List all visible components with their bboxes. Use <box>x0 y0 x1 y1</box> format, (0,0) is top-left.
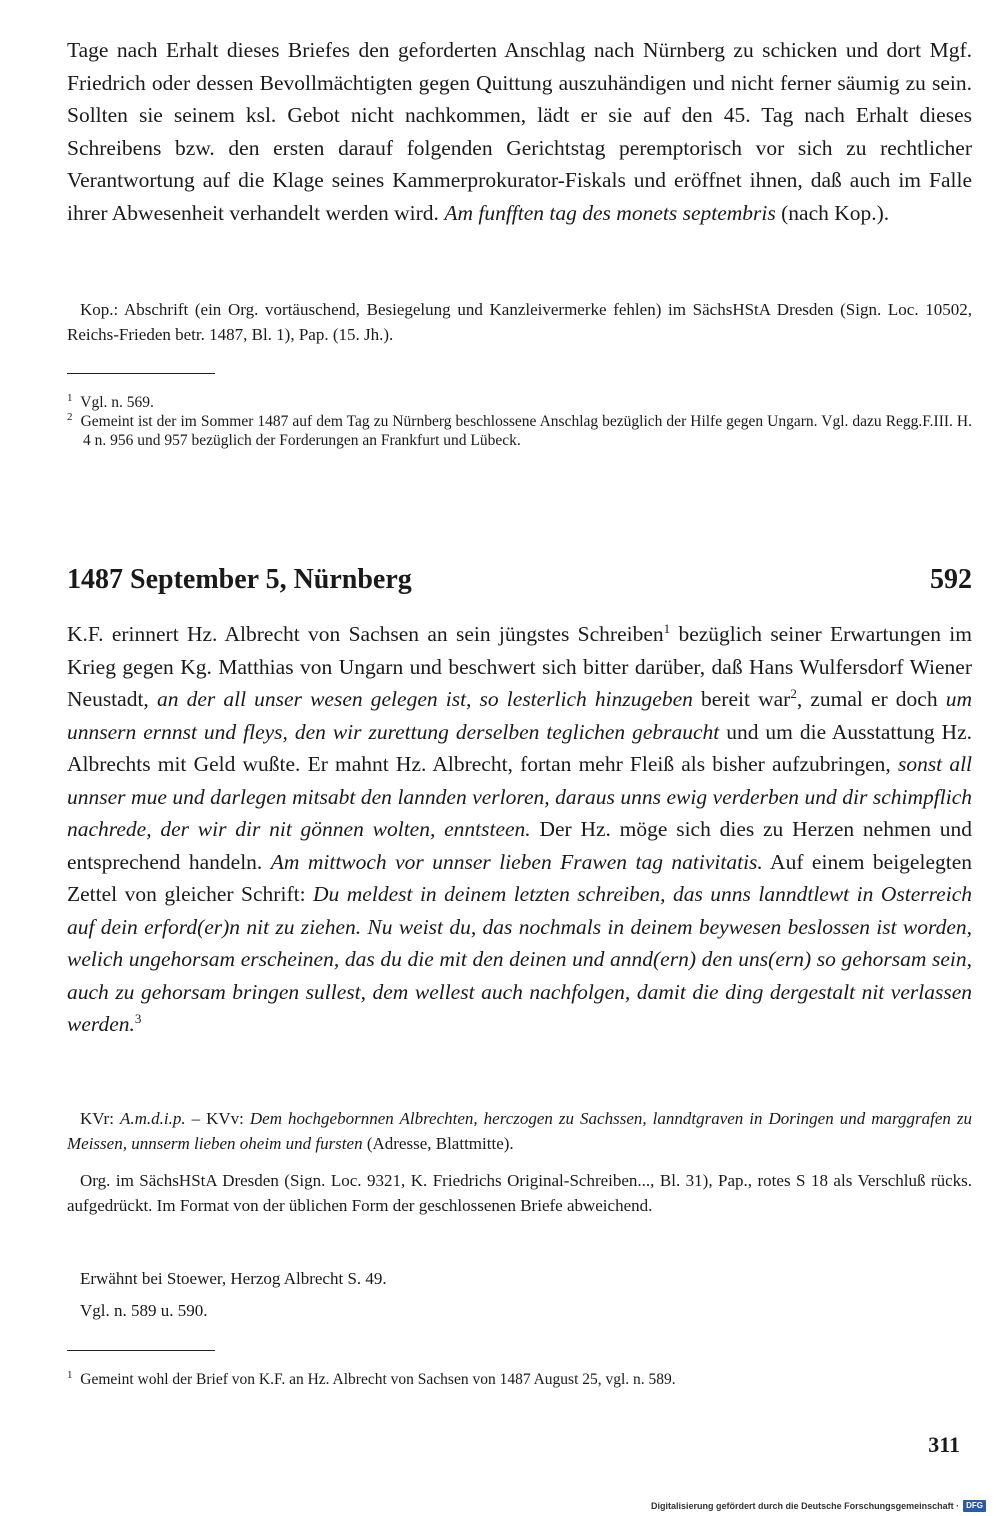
footnote-ref: 3 <box>134 1010 142 1026</box>
entry-heading <box>67 560 972 600</box>
continuation-text: Tage nach Erhalt dieses Briefes den geforderten Anschlag nach Nürnberg zu schicken und dort Mgf. Friedrich oder dessen Bevollmächtigten gegen Quittung auszuhändigen und nicht ferner säumig zu sein. Sollten sie seinem ksl. Gebot nicht nachkommen, lädt er sie auf den 45. Tag nach Erhalt dieses Schreibens bzw. den ersten darauf folgenden Gerichtstag peremptorisch vor sich zu rechtlicher Verantwortung auf die Klage seines Kammerprokurator-Fiskals und eröffnet ihnen, daß auch im Falle ihrer Abwesenheit verhandelt werden wird. <box>67 38 972 225</box>
mention-text: Erwähnt bei Stoewer, Herzog Albrecht S. 49. <box>80 1269 387 1288</box>
footnotes-bottom <box>67 1370 972 1389</box>
regest-text: und um die Ausstattung Hz. Albrechts mit Geld wußte. Er mahnt Hz. Albrecht, fortan mehr Fleiß als bisher aufzubringen, <box>67 719 972 776</box>
footnote-item <box>67 1370 972 1389</box>
footnote-item <box>67 412 972 450</box>
footnote-mark: 1 <box>67 391 73 404</box>
kv-text: A.m.d.i.p. <box>119 1109 186 1128</box>
entry-regest <box>67 618 972 1041</box>
page-number: 311 <box>928 1432 960 1457</box>
mention-note <box>67 1266 972 1291</box>
regest-text: , zumal er doch <box>796 687 946 711</box>
footnote-divider-bottom <box>67 1350 215 1351</box>
continuation-italic-quote: Am funfften tag des monets septembris <box>444 200 776 225</box>
footnote-ref: 2 <box>790 685 797 701</box>
footnote-divider-top <box>67 373 215 374</box>
entry-number: 592 <box>930 564 972 595</box>
original-source-text: Org. im SächsHStA Dresden (Sign. Loc. 9321, K. Friedrichs Original-Schreiben..., Bl. 31), Pap., rotes S 18 als Verschluß rücks. aufgedrückt. Im Format von der üblichen Form der geschlossenen Briefe abweichend. <box>67 1171 972 1215</box>
compare-text: Vgl. n. 589 u. 590. <box>80 1301 208 1320</box>
kv-address: Dem hochgebornnen Albrechten, herczogen zu Sachssen, lanndtgraven in Doringen und marggrafen zu Meissen, unnserm lieben oheim und fursten <box>67 1109 972 1153</box>
digitization-credit <box>651 1500 986 1512</box>
kv-label: KVr: <box>80 1109 120 1128</box>
kanzleivermerk-note <box>67 1106 972 1156</box>
kv-tail: (Adresse, Blattmitte). <box>362 1134 514 1153</box>
regest-text: Der Hz. möge sich dies zu Herzen nehmen und entsprechend handeln. <box>67 817 972 874</box>
footnote-text: Gemeint ist der im Sommer 1487 auf dem Tag zu Nürnberg beschlossene Anschlag bezüglich der Hilfe gegen Ungarn. Vgl. dazu Regg.F.III. H. 4 n. 956 und 957 bezüglich der Forderungen an Frankfurt und Lübeck. <box>80 413 973 449</box>
dfg-logo: DFG <box>963 1500 986 1512</box>
regest-zettel-quote: Du meldest in deinem letzten schreiben, das unns lanndtlewt in Osterreich auf dein erford(er)n nit zu ziehen. Nu weist du, das nochmals in deinem beywesen beslossen ist worden, welich ungehorsam erscheinen, das du die mit den deinen und annd(ern) den uns(ern) so gehorsam sein, auch zu gehorsam bringen sullest, dem wellest auch nachfolgen, damit die ding dergestalt nit verlassen werden. <box>67 882 972 1036</box>
continuation-paragraph <box>67 34 972 229</box>
footnote-mark: 1 <box>67 1368 73 1381</box>
continuation-tail: (nach Kop.). <box>781 200 890 225</box>
copy-source-note <box>67 297 972 347</box>
footnotes-top <box>67 393 972 450</box>
footnote-text: Vgl. n. 569. <box>80 394 154 411</box>
regest-text: K.F. erinnert Hz. Albrecht von Sachsen an sein jüngstes Schreiben <box>67 622 664 646</box>
footnote-ref: 1 <box>663 620 671 636</box>
regest-quote: sonst all unnser mue und darlegen mitsabt den lannden verloren, daraus unns ewig verderben und dir schimpflich nachrede, der wir dir nit gönnen wolten, enntsteen. <box>67 752 973 841</box>
footnote-text: Gemeint wohl der Brief von K.F. an Hz. Albrecht von Sachsen von 1487 August 25, vgl. n. 589. <box>80 1371 676 1388</box>
copy-source-text: Kop.: Abschrift (ein Org. vortäuschend, Besiegelung und Kanzleivermerke fehlen) im SächsHStA Dresden (Sign. Loc. 10502, Reichs-Frieden betr. 1487, Bl. 1), Pap. (15. Jh.). <box>67 300 972 344</box>
regest-text: Auf einem beigelegten Zettel von gleicher Schrift: <box>67 849 972 906</box>
original-source-note <box>67 1168 972 1218</box>
kv-label: – KVv: <box>185 1109 250 1128</box>
entry-date-place: 1487 September 5, Nürnberg <box>67 564 412 595</box>
regest-date-quote: Am mittwoch vor unnser lieben Frawen tag nativitatis. <box>270 849 763 874</box>
regest-quote: an der all unser wesen gelegen ist, so lesterlich hinzugeben <box>156 687 693 711</box>
footnote-mark: 2 <box>67 410 73 423</box>
compare-note <box>67 1298 972 1323</box>
regest-text: bezüglich seiner Erwartungen im Krieg gegen Kg. Matthias von Ungarn und beschwert sich bitter darüber, daß Hans Wulfersdorf Wiener Neustadt, <box>67 622 972 711</box>
regest-quote: um unnsern ernnst und fleys, den wir zurettung derselben teglichen gebraucht <box>67 687 973 744</box>
credit-text: Digitalisierung gefördert durch die Deutsche Forschungsgemeinschaft · <box>651 1501 960 1511</box>
footnote-item <box>67 393 972 412</box>
regest-text: bereit war <box>692 687 791 711</box>
